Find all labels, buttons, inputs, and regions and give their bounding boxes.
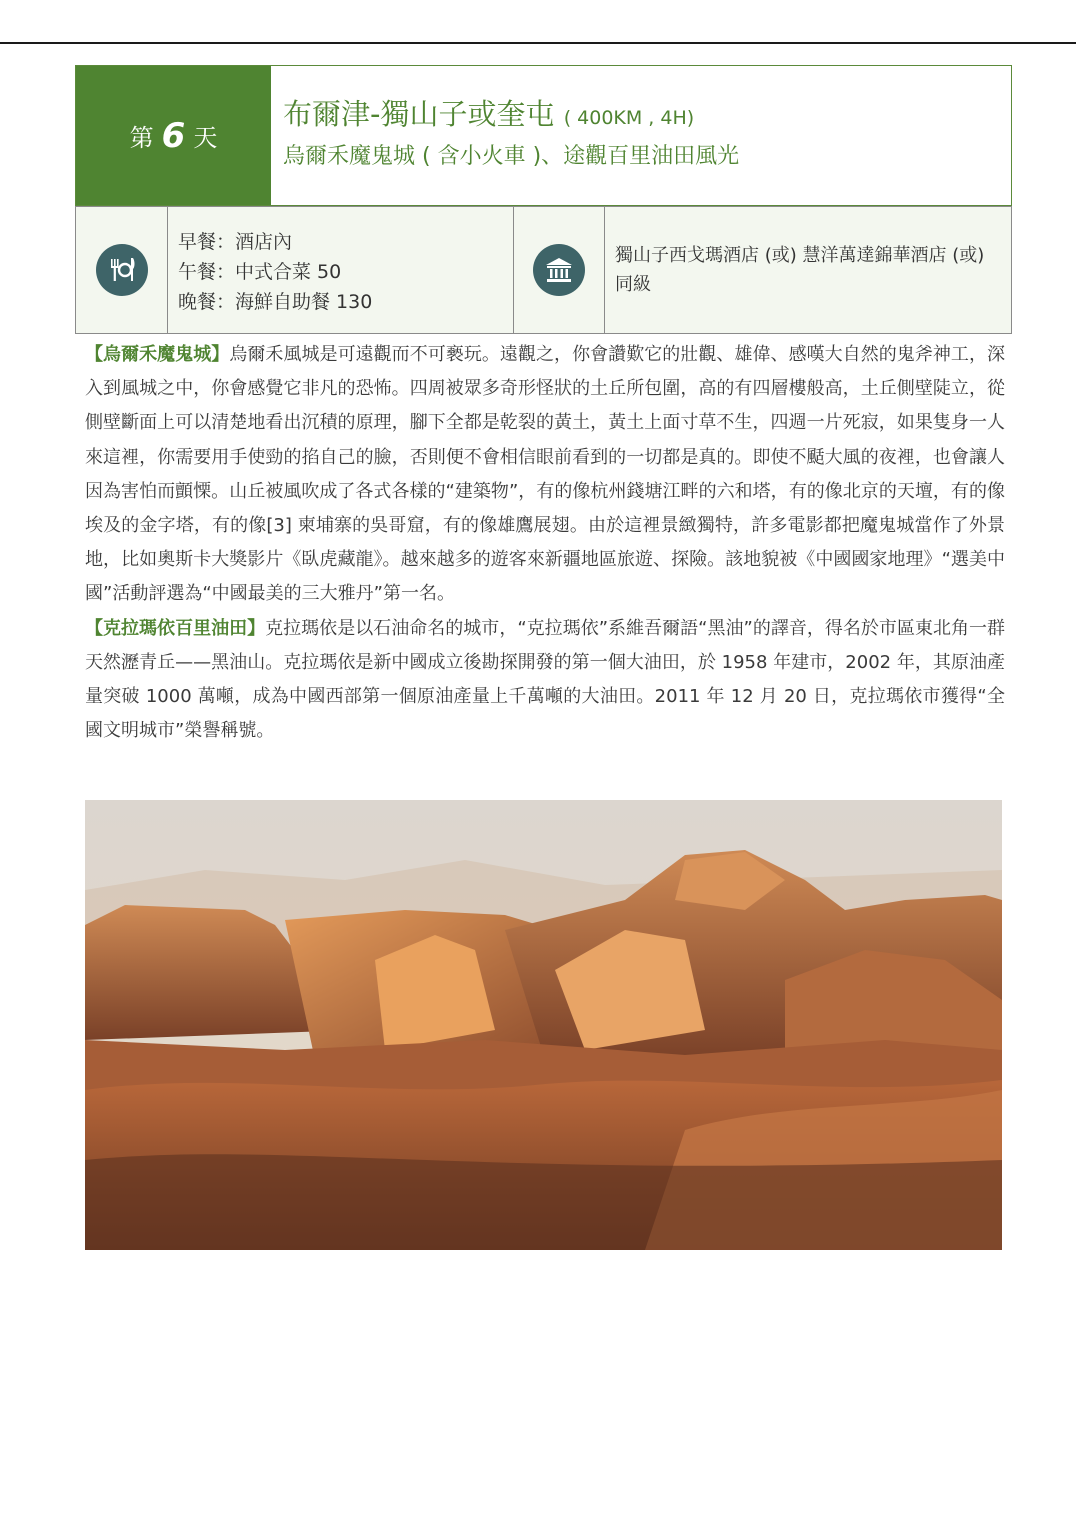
section-ghost-city xyxy=(85,338,1005,612)
meals-list xyxy=(168,207,514,333)
meals-icon-cell xyxy=(76,207,168,333)
day-prefix: 第 xyxy=(129,124,154,152)
day-number: 6 xyxy=(161,115,186,156)
day-suffix: 天 xyxy=(193,124,218,152)
top-rule xyxy=(0,42,1076,44)
day-header xyxy=(75,65,1012,206)
section-heading: 【克拉瑪依百里油田】 xyxy=(85,617,266,639)
info-table xyxy=(75,206,1012,334)
section-text: 克拉瑪依是以石油命名的城市，“克拉瑪依”系維吾爾語“黑油”的譯音，得名於市區東北角一群天然瀝青丘——黑油山。克拉瑪依是新中國成立後勘探開發的第一個大油田，於 1958 年建市，2002 年，其原油產量突破 1000 萬噸，成為中國西部第一個原油產量上千萬噸的大油田。2011 年 12 月 20 日，克拉瑪依市獲得“全國文明城市”榮譽稱號。 xyxy=(85,617,1006,742)
dinner: 晚餐：海鮮自助餐 130 xyxy=(178,291,373,313)
route-distance: ( 400KM , 4H) xyxy=(563,107,695,129)
section-heading: 【烏爾禾魔鬼城】 xyxy=(85,344,230,365)
hotel-info: 獨山子西戈瑪酒店 (或) 慧洋萬達錦華酒店 (或)同級 xyxy=(615,245,985,295)
hotel-building-icon xyxy=(533,244,585,296)
day-badge xyxy=(76,66,271,205)
ghost-city-photo xyxy=(85,800,1002,1250)
route-title: 布爾津-獨山子或奎屯 xyxy=(283,97,555,131)
section-oilfield xyxy=(85,612,1005,749)
day-subtitle: 烏爾禾魔鬼城 ( 含小火車 )、途觀百里油田風光 xyxy=(283,144,740,169)
section-text: 烏爾禾風城是可遠觀而不可褻玩。遠觀之，你會讚歎它的壯觀、雄偉、感嘆大自然的鬼斧神工，深入到風城之中，你會感覺它非凡的恐怖。四周被眾多奇形怪狀的土丘所包圍，高的有四層樓般高，土丘側壁陡立，從側壁斷面上可以清楚地看出沉積的原理，腳下全都是乾裂的黃土，黃土上面寸草不生，四週一片死寂，如果隻身一人來這裡，你需要用手使勁的掐自己的臉，否則便不會相信眼前看到的一切都是真的。即使不颳大風的夜裡，也會讓人因為害怕而顫慄。山丘被風吹成了各式各樣的“建築物”，有的像杭州錢塘江畔的六和塔，有的像北京的天壇，有的像埃及的金字塔，有的像[3] 柬埔寨的吳哥窟，有的像雄鷹展翅。由於這裡景緻獨特，許多電影都把魔鬼城當作了外景地，比如奧斯卡大獎影片《臥虎藏龍》。越來越多的遊客來新疆地區旅遊、探險。該地貌被《中國國家地理》“選美中國”活動評選為“中國最美的三大雅丹”第一名。 xyxy=(85,344,1006,605)
hotel-icon-cell xyxy=(514,207,605,333)
lunch: 午餐：中式合菜 50 xyxy=(178,261,342,283)
restaurant-icon xyxy=(96,244,148,296)
day-title xyxy=(271,66,1011,205)
itinerary-description xyxy=(85,338,1005,748)
breakfast: 早餐：酒店內 xyxy=(178,231,293,253)
route-line xyxy=(283,96,1011,136)
